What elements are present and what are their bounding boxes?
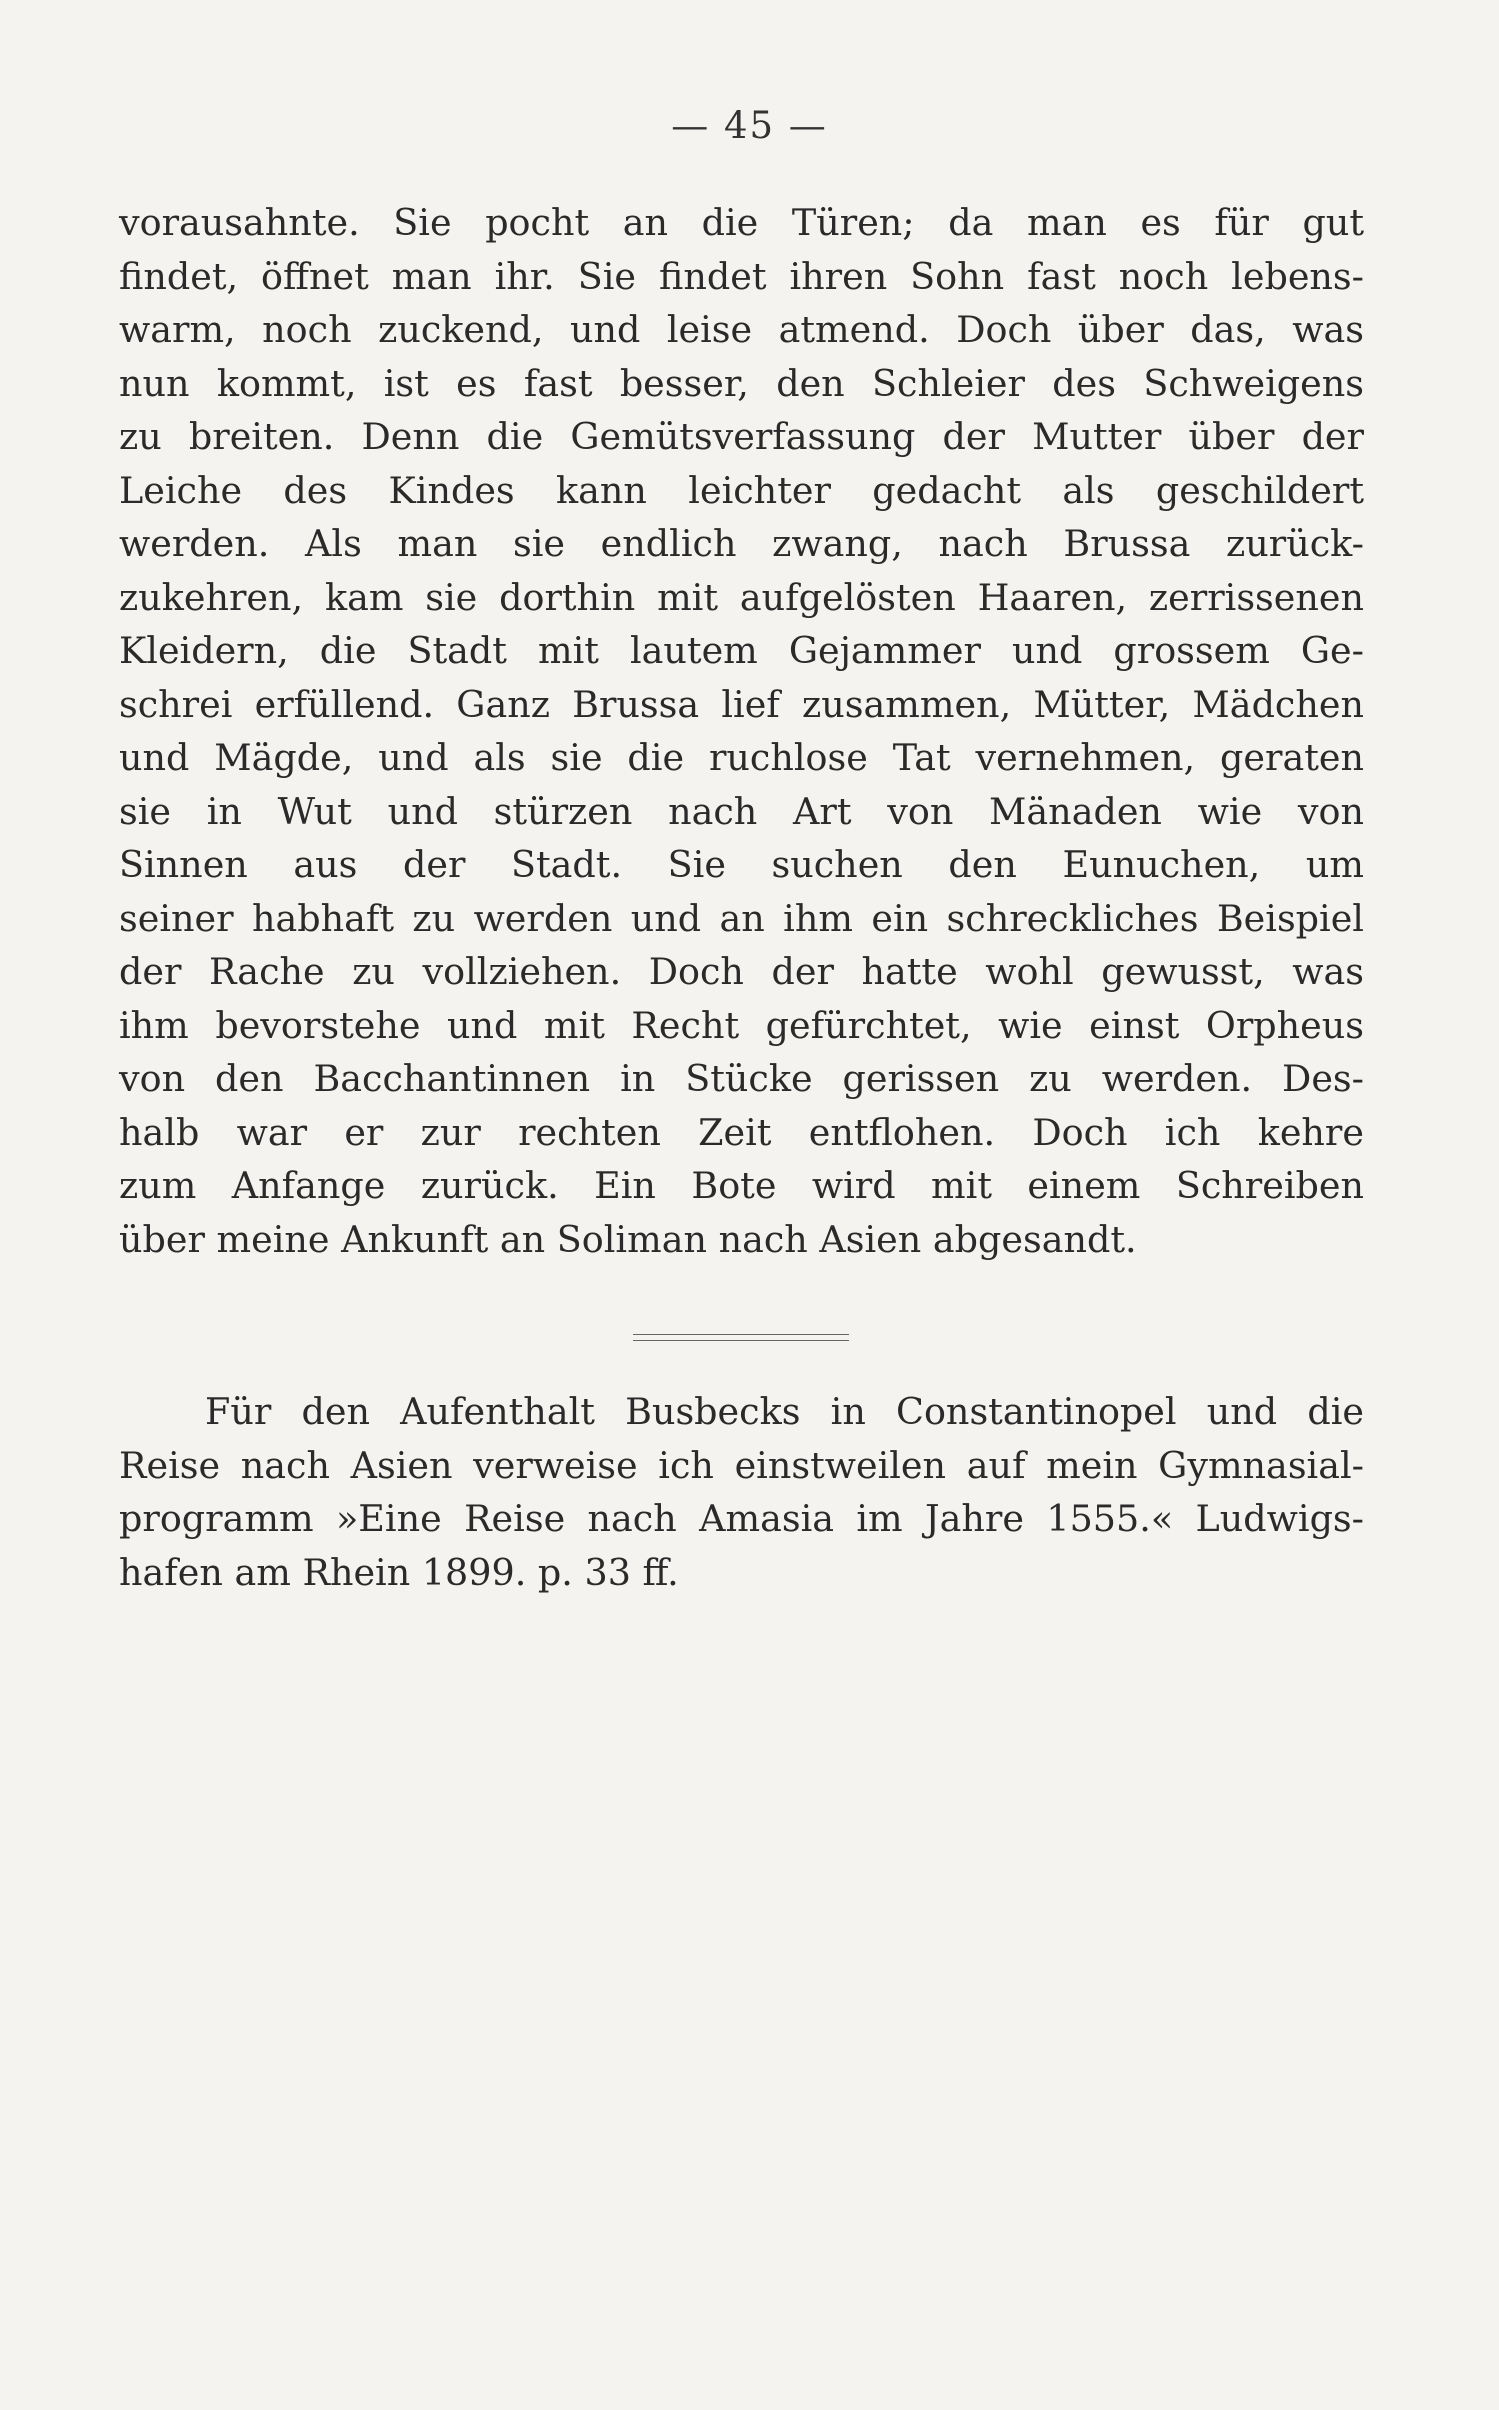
text-line: zu breiten. Denn die Gemütsverfassung der Mutter über der bbox=[119, 415, 1364, 458]
text-line: der Rache zu vollziehen. Doch der hatte wohl gewusst, was bbox=[119, 950, 1364, 993]
text-line: zukehren, kam sie dorthin mit aufgelösten Haaren, zerrissenen bbox=[119, 575, 1364, 619]
text-line: Sinnen aus der Stadt. Sie suchen den Eunuchen, um bbox=[119, 843, 1364, 886]
text-line: nun kommt, ist es fast besser, den Schleier des Schweigens bbox=[119, 361, 1364, 405]
text-line: werden. Als man sie endlich zwang, nach Brussa zurück- bbox=[119, 522, 1364, 565]
section-divider bbox=[633, 1334, 849, 1341]
text-line: warm, noch zuckend, und leise atmend. Doch über das, was bbox=[119, 308, 1364, 351]
text-line: hafen am Rhein 1899. p. 33 ff. bbox=[119, 1550, 679, 1594]
text-line: seiner habhaft zu werden und an ihm ein schreckliches Beispiel bbox=[119, 896, 1364, 940]
text-line: zum Anfange zurück. Ein Bote wird mit einem Schreiben bbox=[119, 1164, 1364, 1207]
text-line: programm »Eine Reise nach Amasia im Jahre 1555.« Ludwigs- bbox=[119, 1497, 1364, 1540]
body-paragraph bbox=[119, 196, 1364, 1266]
text-line: Für den Aufenthalt Busbecks in Constantinopel und die bbox=[205, 1390, 1364, 1433]
text-line: über meine Ankunft an Soliman nach Asien abgesandt. bbox=[119, 1217, 1137, 1261]
page-number: — 45 — bbox=[671, 104, 828, 147]
text-line: halb war er zur rechten Zeit entflohen. Doch ich kehre bbox=[119, 1110, 1364, 1154]
text-line: von den Bacchantinnen in Stücke gerissen zu werden. Des- bbox=[119, 1057, 1364, 1100]
text-line: sie in Wut und stürzen nach Art von Mänaden wie von bbox=[119, 789, 1364, 833]
text-line: ihm bevorstehe und mit Recht gefürchtet, wie einst Orpheus bbox=[119, 1003, 1364, 1047]
text-line: schrei erfüllend. Ganz Brussa lief zusammen, Mütter, Mädchen bbox=[119, 682, 1364, 726]
text-line: und Mägde, und als sie die ruchlose Tat vernehmen, geraten bbox=[119, 736, 1364, 779]
text-line: Reise nach Asien verweise ich einstweilen auf mein Gymnasial- bbox=[119, 1443, 1364, 1487]
text-line: findet, öffnet man ihr. Sie findet ihren Sohn fast noch lebens- bbox=[119, 254, 1364, 298]
text-line: vorausahnte. Sie pocht an die Türen; da man es für gut bbox=[119, 201, 1364, 244]
text-line: Kleidern, die Stadt mit lautem Gejammer und grossem Ge- bbox=[119, 629, 1364, 672]
note-paragraph bbox=[119, 1385, 1364, 1599]
text-line: Leiche des Kindes kann leichter gedacht als geschildert bbox=[119, 468, 1364, 512]
